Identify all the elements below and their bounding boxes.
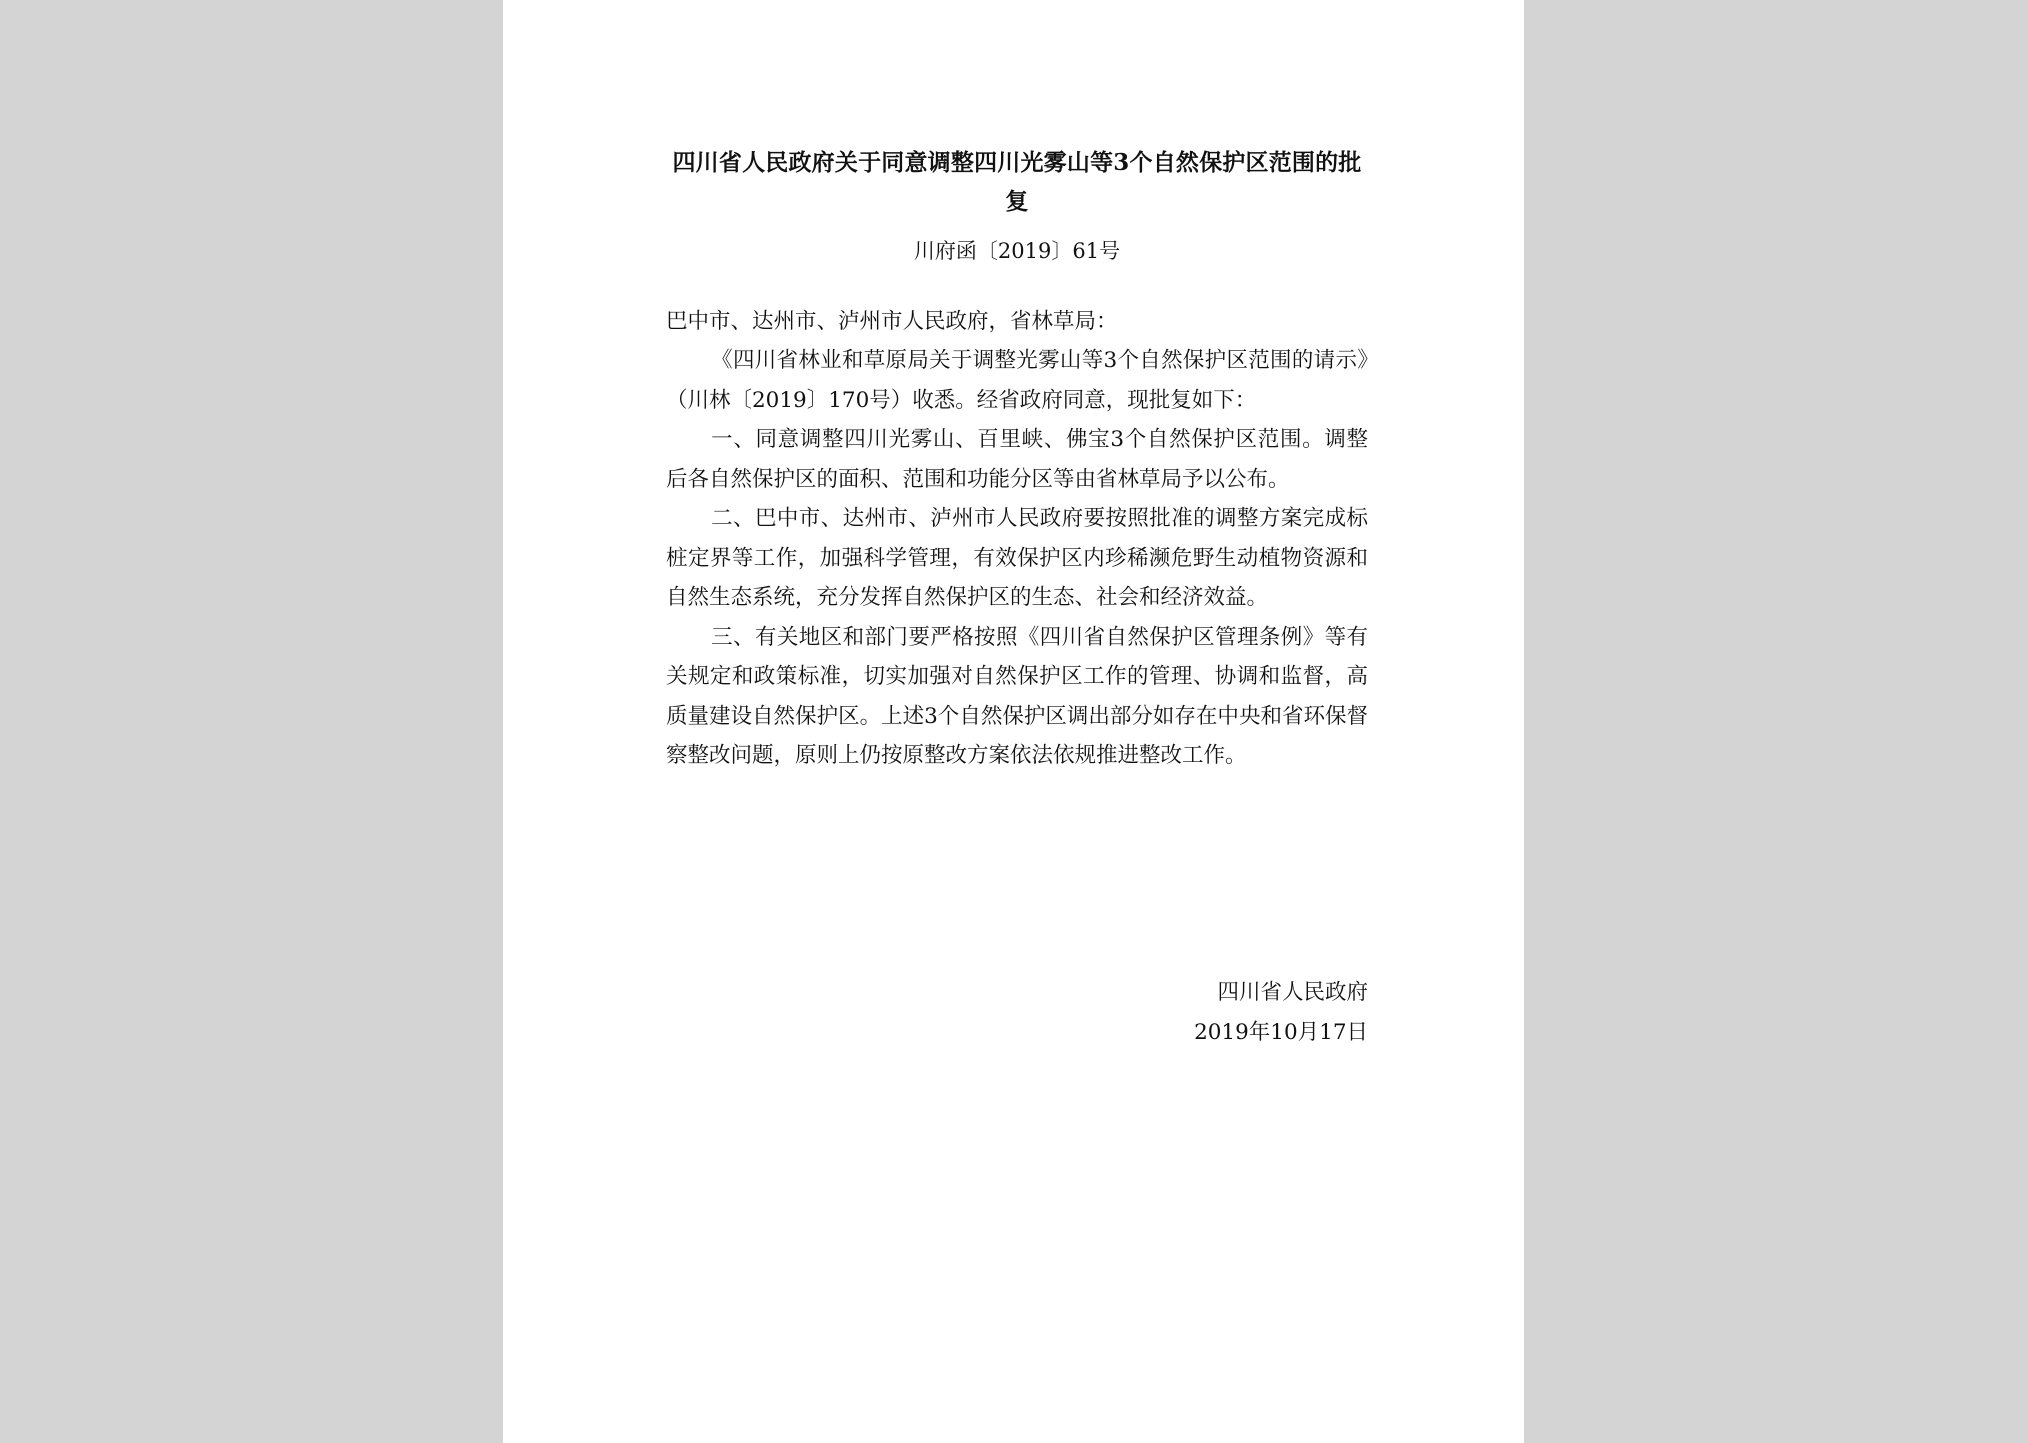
signature-date: 2019年10月17日 — [1194, 1020, 1368, 1045]
signature-block — [1194, 973, 1368, 1053]
paragraph-item-1: 一、同意调整四川光雾山、百里峡、佛宝3个自然保护区范围。调整后各自然保护区的面积、范围和功能分区等由省林草局予以公布。 — [666, 427, 1368, 492]
paragraph-item-3: 三、有关地区和部门要严格按照《四川省自然保护区管理条例》等有关规定和政策标准，切实加强对自然保护区工作的管理、协调和监督，高质量建设自然保护区。上述3个自然保护区调出部分如存在中央和省环保督察整改问题，原则上仍按原整改方案依法依规推进整改工作。 — [666, 624, 1368, 768]
addressee: 巴中市、达州市、泸州市人民政府，省林草局： — [666, 309, 1118, 334]
signature-issuer: 四川省人民政府 — [1217, 980, 1368, 1005]
paragraph-intro: 《四川省林业和草原局关于调整光雾山等3个自然保护区范围的请示》（川林〔2019〕170号）收悉。经省政府同意，现批复如下： — [666, 348, 1368, 413]
document-page — [503, 0, 1524, 1443]
document-number: 川府函〔2019〕61号 — [913, 239, 1121, 263]
document-body — [666, 341, 1368, 776]
paragraph-item-2: 二、巴中市、达州市、泸州市人民政府要按照批准的调整方案完成标桩定界等工作，加强科学管理，有效保护区内珍稀濒危野生动植物资源和自然生态系统，充分发挥自然保护区的生态、社会和经济效益。 — [666, 506, 1368, 610]
document-title: 四川省人民政府关于同意调整四川光雾山等3个自然保护区范围的批复 — [672, 149, 1362, 215]
